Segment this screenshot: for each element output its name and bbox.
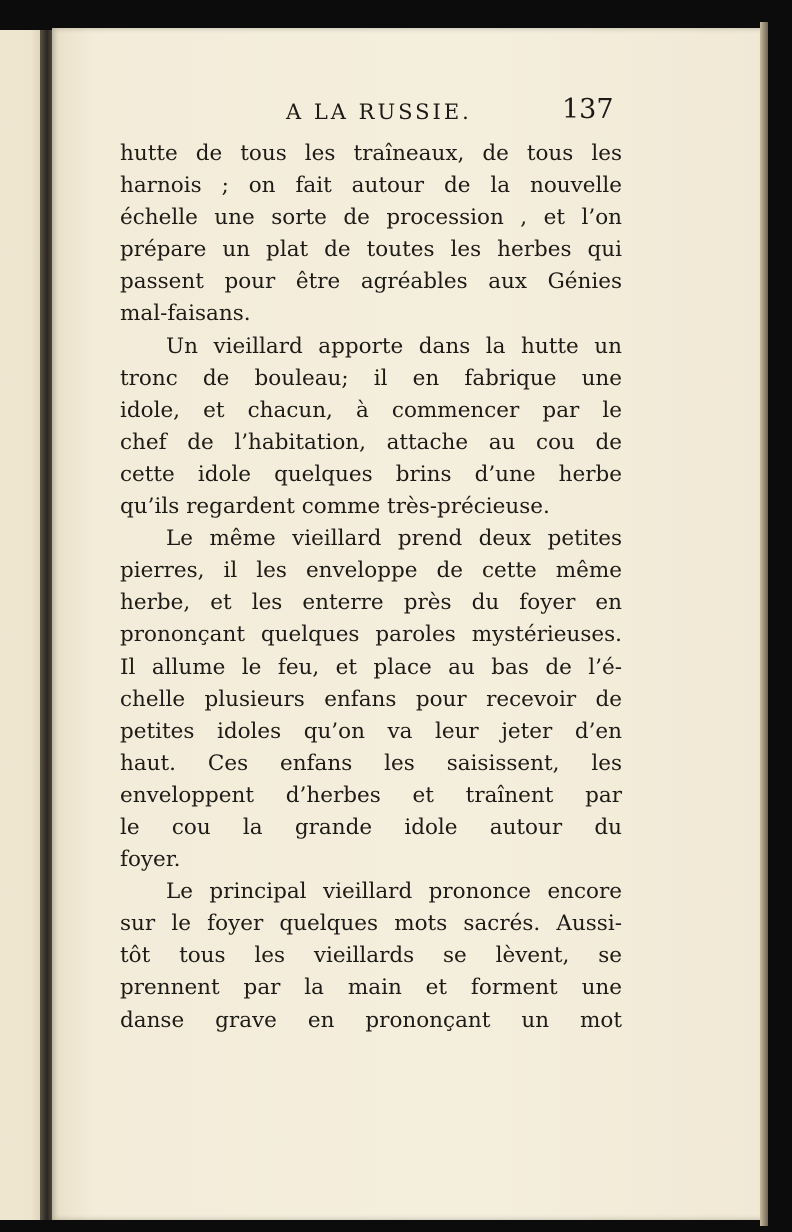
text-line: danse grave en prononçant un mot: [120, 1007, 622, 1033]
text-line: petites idoles qu’on va leur jeter d’en: [120, 718, 622, 744]
text-line: qu’ils regardent comme très-précieuse.: [120, 494, 550, 520]
text-line: pierres, il les enveloppe de cette même: [120, 558, 622, 584]
text-line: idole, et chacun, à commencer par le: [120, 397, 622, 423]
text-line: prennent par la main et forment une: [120, 975, 622, 1001]
text-line: prépare un plat de toutes les herbes qui: [120, 237, 622, 263]
text-line: prononçant quelques paroles mystérieuses.: [120, 622, 622, 648]
text-line: enveloppent d’herbes et traînent par: [120, 782, 622, 808]
text-line: cette idole quelques brins d’une herbe: [120, 461, 622, 487]
facing-page-edge: [0, 30, 44, 1220]
text-line: échelle une sorte de procession , et l’on: [120, 205, 622, 231]
text-line: haut. Ces enfans les saisissent, les: [120, 750, 622, 776]
text-line: hutte de tous les traîneaux, de tous les: [120, 141, 622, 166]
text-line: herbe, et les enterre près du foyer en: [120, 590, 622, 616]
text-line: harnois ; on fait autour de la nouvelle: [120, 173, 622, 199]
text-line: tôt tous les vieillards se lèvent, se: [120, 943, 622, 969]
text-line: Il allume le feu, et place au bas de l’é-: [120, 654, 622, 680]
text-line: foyer.: [120, 847, 181, 873]
text-line: mal-faisans.: [120, 301, 251, 327]
running-title: A LA RUSSIE.: [286, 100, 472, 124]
body-text: [120, 138, 622, 1037]
page-fore-edge: [760, 22, 768, 1226]
text-line: chef de l’habitation, attache au cou de: [120, 429, 622, 455]
text-line: tronc de bouleau; il en fabrique une: [120, 365, 622, 391]
text-line: le cou la grande idole autour du: [120, 814, 622, 840]
page-header: [52, 92, 762, 132]
text-line: chelle plusieurs enfans pour recevoir de: [120, 686, 622, 712]
text-line: passent pour être agréables aux Génies: [120, 269, 622, 295]
text-line: sur le foyer quelques mots sacrés. Aussi-: [120, 911, 622, 937]
text-line: Un vieillard apporte dans la hutte un: [166, 333, 622, 359]
text-line: Le principal vieillard prononce encore: [166, 879, 622, 905]
page-number: 137: [562, 94, 614, 125]
text-line: Le même vieillard prend deux petites: [166, 526, 622, 552]
